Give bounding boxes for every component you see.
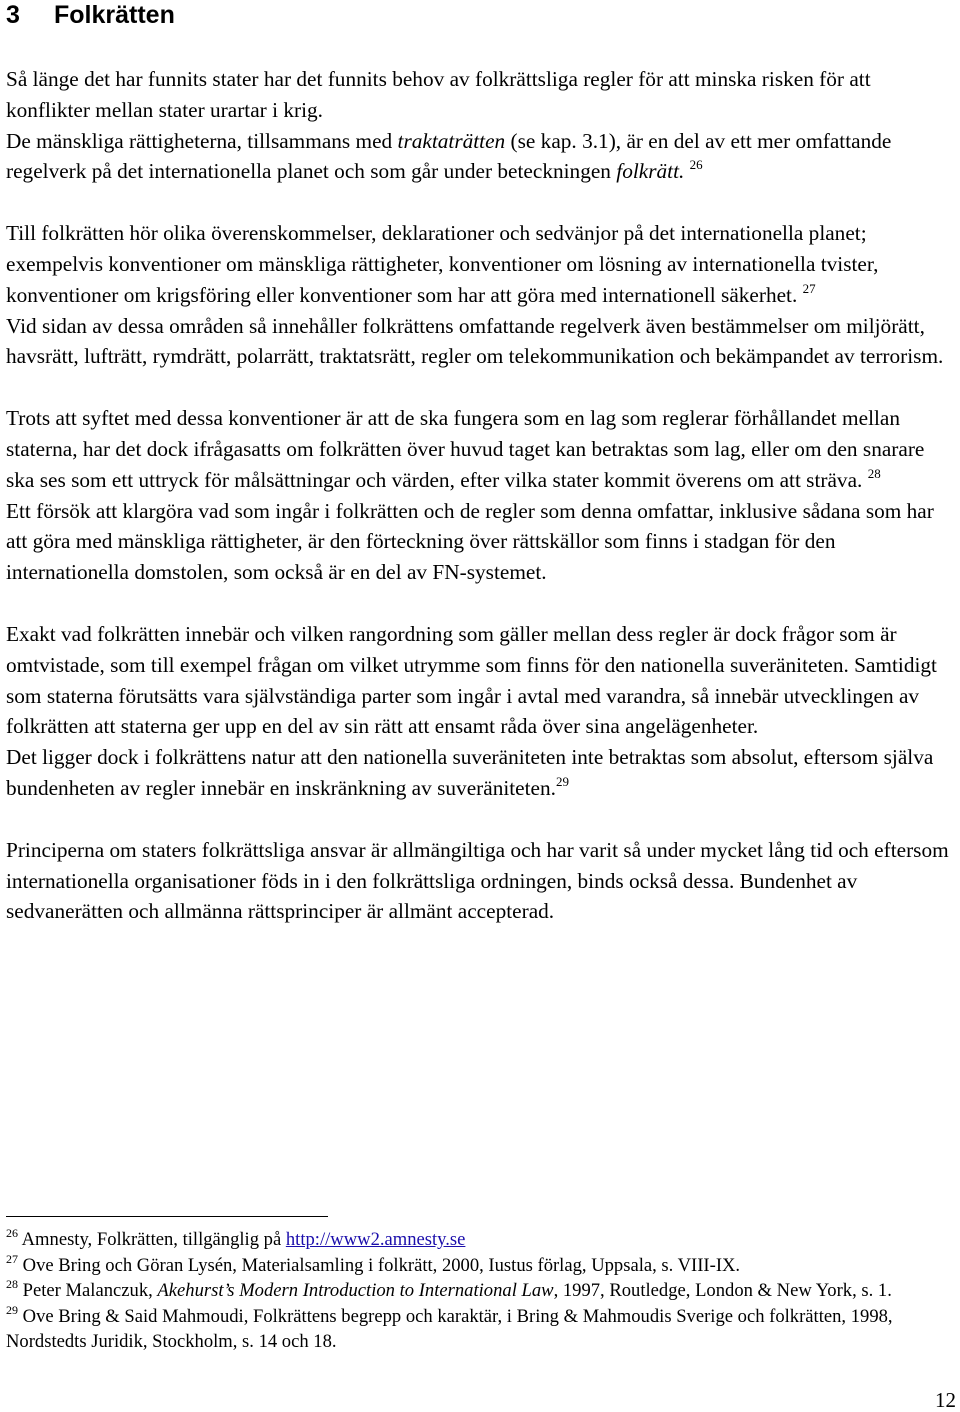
paragraph-5-text: Principerna om staters folkrättsliga ansvar är allmängiltiga och har varit så under mycket lång tid och eftersom internationella organisationer föds in i den folkrättsliga ordningen, binds också dessa. Bundenhet av sedvanerätten och allmänna rättsprinciper är allmänt accepterad. [6, 837, 949, 924]
paragraph-1-sentence-b: De mänskliga rättigheterna, tillsammans med [6, 128, 398, 153]
amnesty-link[interactable]: http://www2.amnesty.se [285, 1229, 466, 1250]
page-number: 12 [935, 1388, 956, 1412]
paragraph-2a [6, 218, 952, 310]
paragraph-4-text-b: Det ligger dock i folkrättens natur att den nationella suveräniteten inte betraktas som absolut, eftersom själva bundenheten av regler innebär en inskränkning av suveräniteten. [6, 745, 934, 800]
footnote-ref-27[interactable]: 27 [802, 280, 816, 296]
footnote-28-book-title: Akehurst’s Modern Introduction to International Law [157, 1280, 554, 1301]
paragraph-4-text-a: Exakt vad folkrätten innebär och vilken rangordning som gäller mellan dess regler är dock frågor som är omtvistade, som till exempel frågan om vilket utrymme som finns för den nationella suveräniteten. Samtidigt som staterna förutsätts vara självständiga parter som ingår i avtal med varandra, så innebär utvecklingen av folkrätten att staterna ger upp en del av sin rätt att ensamt råda över sina angelägenheter. [6, 621, 937, 739]
footnote-26 [6, 1227, 952, 1253]
paragraph-2-text-b: Vid sidan av dessa områden så innehåller folkrättens omfattande regelverk även bestämmelser om miljörätt, havsrätt, lufträtt, rymdrätt, polarrätt, traktatsrätt, regler om telekommunikation och bekämpandet av terrorism. [6, 313, 944, 369]
paragraph-1 [6, 64, 952, 187]
paragraph-5 [6, 835, 952, 927]
footnote-ref-29[interactable]: 29 [555, 773, 569, 789]
section-title: Folkrätten [54, 1, 175, 29]
footnotes-section [6, 1216, 952, 1355]
footnote-27-number: 27 [6, 1251, 18, 1266]
paragraph-3b [6, 496, 952, 588]
footnote-28-number: 28 [6, 1277, 18, 1291]
paragraph-4b [6, 742, 952, 804]
section-heading [6, 0, 175, 30]
footnote-ref-28[interactable]: 28 [867, 465, 881, 481]
paragraph-1-emphasis-traktatratten: traktaträtten [397, 128, 506, 153]
footnote-ref-26[interactable]: 26 [689, 157, 703, 173]
footnote-28-text-a: Peter Malanczuk, [22, 1280, 158, 1301]
paragraph-1-sentence-c: (se kap. 3.1), är en del av ett mer omfattande regelverk på det internationella planet och som går under beteckningen [6, 128, 892, 184]
paragraph-1-emphasis-folkratt: folkrätt. [616, 159, 685, 184]
footnote-separator [6, 1216, 328, 1217]
footnote-27 [6, 1253, 952, 1279]
footnote-26-text: Amnesty, Folkrätten, tillgänglig på [21, 1229, 286, 1250]
footnote-26-number: 26 [6, 1226, 18, 1240]
footnote-28 [6, 1278, 952, 1304]
paragraph-3a [6, 403, 952, 495]
paragraph-1-sentence-a: Så länge det har funnits stater har det funnits behov av folkrättsliga regler för att minska risken för att konflikter mellan stater urartar i krig. [6, 67, 871, 122]
footnote-29-number: 29 [6, 1302, 18, 1317]
footnote-29-text: Ove Bring & Said Mahmoudi, Folkrättens begrepp och karaktär, i Bring & Mahmoudis Sverige och folkrätten, 1998, Nordstedts Juridik, Stockholm, s. 14 och 18. [6, 1305, 893, 1352]
footnote-28-text-b: , 1997, Routledge, London & New York, s. 1. [553, 1280, 892, 1301]
paragraph-2b [6, 311, 952, 373]
footnote-27-text: Ove Bring och Göran Lysén, Materialsamling i folkrätt, 2000, Iustus förlag, Uppsala, s. VIII-IX. [22, 1254, 741, 1276]
paragraph-3-text-a: Trots att syftet med dessa konventioner är att de ska fungera som en lag som reglerar förhållandet mellan staterna, har det dock ifrågasatts om folkrätten över huvud taget kan betraktas som lag, eller om den snarare ska ses som ett uttryck för målsättningar och värden, efter vilka stater kommit överens om att sträva. [6, 406, 925, 492]
paragraph-3-text-b: Ett försök att klargöra vad som ingår i folkrätten och de regler som denna omfattar, inklusive sådana som har att göra med mänskliga rättigheter, är den förteckning över rättskällor som finns i stadgan för den internationella domstolen, som också är en del av FN-systemet. [6, 498, 934, 585]
paragraph-2-text-a: Till folkrätten hör olika överenskommelser, deklarationer och sedvänjor på det internationella planet; exempelvis konventioner om mänskliga rättigheter, konventioner om lösning av internationella tvister, konventioner om krigsföring eller konventioner som har att göra med internationell säkerhet. [6, 221, 879, 307]
section-number: 3 [6, 1, 20, 29]
paragraph-4a [6, 619, 952, 742]
body-text [6, 64, 952, 958]
footnote-29 [6, 1304, 952, 1355]
